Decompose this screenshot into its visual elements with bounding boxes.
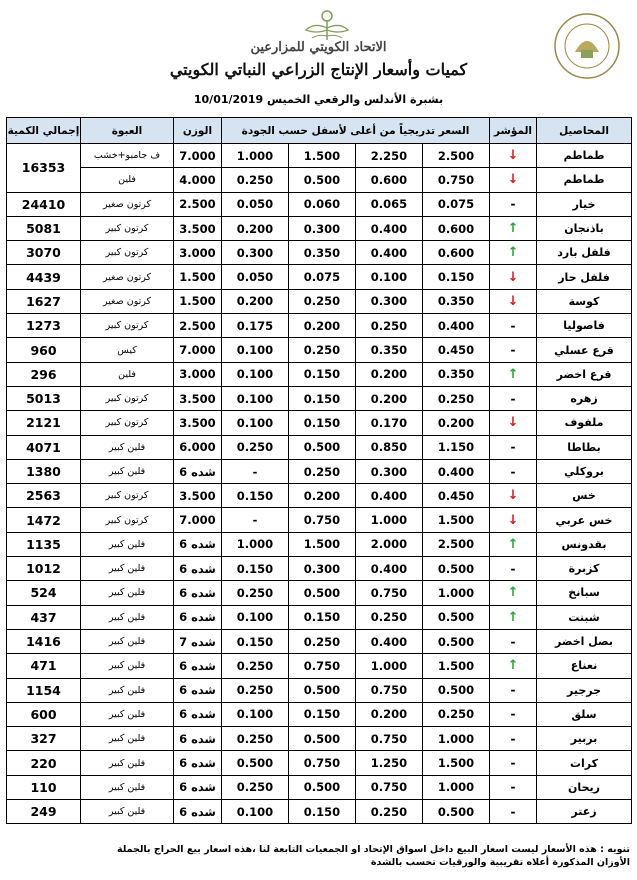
price-cell: 1.500 <box>423 751 490 775</box>
price-cell: 0.250 <box>222 727 289 751</box>
price-cell: 0.350 <box>423 289 490 313</box>
price-cell: 0.050 <box>222 265 289 289</box>
price-cell: 0.100 <box>356 265 423 289</box>
price-cell: 1.000 <box>356 508 423 532</box>
price-cell: 0.150 <box>222 557 289 581</box>
pack-cell: فلين كبير <box>81 435 174 459</box>
price-cell: 0.400 <box>356 484 423 508</box>
price-cell: 0.250 <box>222 654 289 678</box>
total-quantity-cell: 2563 <box>7 484 81 508</box>
price-cell: 0.500 <box>289 775 356 799</box>
table-row <box>7 192 632 216</box>
crop-name-cell: خس <box>537 484 632 508</box>
table-row <box>7 508 632 532</box>
weight-cell: 6 شده <box>174 459 222 483</box>
crop-name-cell: طماطم <box>537 168 632 192</box>
price-cell: 0.200 <box>222 289 289 313</box>
table-row <box>7 411 632 435</box>
crop-name-cell: زعتر <box>537 800 632 824</box>
pack-cell: فلين <box>81 362 174 386</box>
price-cell: 0.300 <box>356 289 423 313</box>
table-row <box>7 629 632 653</box>
table-row <box>7 216 632 240</box>
price-cell: 0.400 <box>356 629 423 653</box>
crop-name-cell: بروكلي <box>537 459 632 483</box>
price-cell: 0.200 <box>222 216 289 240</box>
total-quantity-cell: 1012 <box>7 557 81 581</box>
pack-cell: فلين كبير <box>81 702 174 726</box>
pack-cell: فلين كبير <box>81 775 174 799</box>
pack-cell: كرتون كبير <box>81 314 174 338</box>
pack-cell: كيس <box>81 338 174 362</box>
price-cell: 1.500 <box>423 508 490 532</box>
price-cell: 1.000 <box>423 775 490 799</box>
price-cell: 0.250 <box>356 314 423 338</box>
crop-name-cell: شبنت <box>537 605 632 629</box>
price-cell: 0.150 <box>289 386 356 410</box>
total-quantity-cell: 220 <box>7 751 81 775</box>
crop-name-cell: كزبرة <box>537 557 632 581</box>
pack-cell: فلين كبير <box>81 629 174 653</box>
price-cell: 0.200 <box>289 484 356 508</box>
dash-indicator: - <box>490 435 537 459</box>
page-header <box>0 0 637 118</box>
page-title: كميات وأسعار الإنتاج الزراعي النباتي الكويتي <box>169 60 468 79</box>
total-quantity-cell: 296 <box>7 362 81 386</box>
pack-cell: كرتون كبير <box>81 484 174 508</box>
total-quantity-cell: 437 <box>7 605 81 629</box>
arrow-down-icon: ↓ <box>490 411 537 435</box>
weight-cell: 7 شده <box>174 629 222 653</box>
total-quantity-cell: 1472 <box>7 508 81 532</box>
pack-cell: كرتون صغير <box>81 289 174 313</box>
price-cell: 0.500 <box>289 727 356 751</box>
total-quantity-cell: 5081 <box>7 216 81 240</box>
price-cell: 1.150 <box>423 435 490 459</box>
weight-cell: 3.500 <box>174 216 222 240</box>
price-cell: 0.200 <box>356 386 423 410</box>
total-quantity-cell: 960 <box>7 338 81 362</box>
pack-cell: فلين كبير <box>81 800 174 824</box>
table-row <box>7 386 632 410</box>
total-quantity-cell: 4071 <box>7 435 81 459</box>
price-cell: 0.100 <box>222 362 289 386</box>
weight-cell: 6 شده <box>174 800 222 824</box>
weight-cell: 7.000 <box>174 508 222 532</box>
price-cell: 0.500 <box>289 168 356 192</box>
crop-name-cell: سلق <box>537 702 632 726</box>
price-cell: 0.250 <box>222 678 289 702</box>
footnote <box>0 843 630 869</box>
price-cell: 0.500 <box>289 678 356 702</box>
price-cell: 0.450 <box>423 484 490 508</box>
table-row <box>7 459 632 483</box>
price-cell: 0.150 <box>222 629 289 653</box>
crop-name-cell: فلفل حار <box>537 265 632 289</box>
footnote-line-2: الأوزان المذكورة أعلاه تقريبية والورقيات تحسب بالشدة <box>370 857 630 868</box>
price-cell: 0.250 <box>423 386 490 410</box>
pack-cell: كرتون صغير <box>81 265 174 289</box>
total-quantity-cell: 1627 <box>7 289 81 313</box>
dash-indicator: - <box>490 338 537 362</box>
price-cell: 0.250 <box>289 459 356 483</box>
price-cell: 0.500 <box>423 800 490 824</box>
weight-cell: 3.000 <box>174 241 222 265</box>
price-cell: 0.500 <box>423 678 490 702</box>
price-cell: 0.250 <box>356 800 423 824</box>
weight-cell: 6 شده <box>174 654 222 678</box>
price-cell: 0.150 <box>289 362 356 386</box>
header-price: السعر تدريجياً من أعلى لأسفل حسب الجودة <box>222 118 490 144</box>
total-quantity-cell: 24410 <box>7 192 81 216</box>
price-cell: 0.150 <box>289 605 356 629</box>
price-cell: 0.150 <box>289 702 356 726</box>
pack-cell: فلين كبير <box>81 751 174 775</box>
price-cell: - <box>222 459 289 483</box>
table-row <box>7 362 632 386</box>
crop-name-cell: خس عربي <box>537 508 632 532</box>
crop-name-cell: كوسة <box>537 289 632 313</box>
crop-name-cell: زهره <box>537 386 632 410</box>
pack-cell: كرتون كبير <box>81 241 174 265</box>
price-cell: 0.500 <box>289 581 356 605</box>
dash-indicator: - <box>490 702 537 726</box>
price-cell: 0.170 <box>356 411 423 435</box>
price-cell: 0.750 <box>356 678 423 702</box>
pack-cell: كرتون كبير <box>81 508 174 532</box>
header-pack: العبوة <box>81 118 174 144</box>
total-quantity-cell: 2121 <box>7 411 81 435</box>
price-cell: 0.100 <box>222 338 289 362</box>
table-row <box>7 654 632 678</box>
weight-cell: 6 شده <box>174 775 222 799</box>
weight-cell: 4.000 <box>174 168 222 192</box>
table-body <box>7 144 632 824</box>
crop-name-cell: بربير <box>537 727 632 751</box>
pack-cell: فلين كبير <box>81 557 174 581</box>
price-cell: 0.200 <box>356 702 423 726</box>
total-quantity-cell: 327 <box>7 727 81 751</box>
table-row <box>7 605 632 629</box>
pack-cell: فلين <box>81 168 174 192</box>
price-cell: 0.500 <box>222 751 289 775</box>
dash-indicator: - <box>490 314 537 338</box>
total-quantity-cell: 1135 <box>7 532 81 556</box>
total-quantity-cell: 110 <box>7 775 81 799</box>
price-cell: 0.150 <box>222 484 289 508</box>
pack-cell: فلين كبير <box>81 678 174 702</box>
price-cell: 0.600 <box>356 168 423 192</box>
total-quantity-cell: 1273 <box>7 314 81 338</box>
dash-indicator: - <box>490 557 537 581</box>
price-cell: 0.250 <box>289 338 356 362</box>
arrow-up-icon: ↑ <box>490 654 537 678</box>
price-cell: 0.100 <box>222 702 289 726</box>
price-cell: 2.500 <box>423 532 490 556</box>
arrow-down-icon: ↓ <box>490 265 537 289</box>
price-cell: 1.000 <box>222 144 289 168</box>
table-row <box>7 532 632 556</box>
pack-cell: فلين كبير <box>81 654 174 678</box>
price-table <box>6 117 632 824</box>
header-crop: المحاصيل <box>537 118 632 144</box>
price-cell: 0.750 <box>356 727 423 751</box>
ornament-icon <box>300 6 354 42</box>
price-cell: 0.100 <box>222 411 289 435</box>
arrow-down-icon: ↓ <box>490 144 537 168</box>
price-cell: 0.300 <box>356 459 423 483</box>
price-cell: 0.075 <box>423 192 490 216</box>
weight-cell: 7.000 <box>174 338 222 362</box>
price-cell: 0.350 <box>356 338 423 362</box>
crop-name-cell: كرات <box>537 751 632 775</box>
arrow-up-icon: ↑ <box>490 532 537 556</box>
weight-cell: 2.500 <box>174 314 222 338</box>
pack-cell: ف جامبو+خشب <box>81 144 174 168</box>
table-row <box>7 581 632 605</box>
pack-cell: كرتون كبير <box>81 216 174 240</box>
price-cell: 1.500 <box>289 144 356 168</box>
crop-name-cell: بقدونس <box>537 532 632 556</box>
dash-indicator: - <box>490 192 537 216</box>
price-cell: 0.500 <box>423 557 490 581</box>
price-cell: 0.750 <box>356 581 423 605</box>
table-row <box>7 338 632 362</box>
price-cell: 0.300 <box>289 557 356 581</box>
table-row <box>7 702 632 726</box>
dash-indicator: - <box>490 459 537 483</box>
price-cell: 0.250 <box>222 581 289 605</box>
arrow-down-icon: ↓ <box>490 484 537 508</box>
price-cell: 0.750 <box>289 654 356 678</box>
total-quantity-cell: 600 <box>7 702 81 726</box>
crop-name-cell: بطاطا <box>537 435 632 459</box>
crop-name-cell: ملفوف <box>537 411 632 435</box>
table-row <box>7 751 632 775</box>
crop-name-cell: فلفل بارد <box>537 241 632 265</box>
price-cell: 0.100 <box>222 800 289 824</box>
arrow-up-icon: ↑ <box>490 362 537 386</box>
price-cell: 0.100 <box>222 605 289 629</box>
table-row <box>7 435 632 459</box>
total-quantity-cell: 3070 <box>7 241 81 265</box>
price-cell: 1.500 <box>423 654 490 678</box>
price-cell: 0.150 <box>423 265 490 289</box>
weight-cell: 6 شده <box>174 727 222 751</box>
weight-cell: 2.500 <box>174 192 222 216</box>
price-cell: 0.200 <box>289 314 356 338</box>
price-cell: 0.250 <box>222 168 289 192</box>
price-cell: 1.500 <box>289 532 356 556</box>
price-cell: 0.400 <box>423 314 490 338</box>
table-row <box>7 168 632 192</box>
weight-cell: 6 شده <box>174 702 222 726</box>
weight-cell: 1.500 <box>174 265 222 289</box>
price-cell: 0.350 <box>423 362 490 386</box>
table-row <box>7 678 632 702</box>
price-cell: 1.000 <box>222 532 289 556</box>
weight-cell: 7.000 <box>174 144 222 168</box>
arrow-up-icon: ↑ <box>490 216 537 240</box>
price-cell: 0.400 <box>356 241 423 265</box>
weight-cell: 1.500 <box>174 289 222 313</box>
price-cell: 0.200 <box>356 362 423 386</box>
crop-name-cell: قرع اخضر <box>537 362 632 386</box>
crop-name-cell: طماطم <box>537 144 632 168</box>
dash-indicator: - <box>490 386 537 410</box>
weight-cell: 6 شده <box>174 532 222 556</box>
price-cell: 0.150 <box>289 411 356 435</box>
total-quantity-cell: 1154 <box>7 678 81 702</box>
price-cell: 0.250 <box>222 435 289 459</box>
price-cell: 0.250 <box>423 702 490 726</box>
pack-cell: فلين كبير <box>81 605 174 629</box>
report-subtitle: بشبرة الأندلس والرقعي الخميس 10/01/2019 <box>193 93 444 106</box>
total-quantity-cell: 1416 <box>7 629 81 653</box>
price-cell: 0.500 <box>289 435 356 459</box>
table-row <box>7 484 632 508</box>
price-cell: 0.300 <box>222 241 289 265</box>
weight-cell: 6.000 <box>174 435 222 459</box>
total-quantity-cell: 4439 <box>7 265 81 289</box>
crop-name-cell: ريحان <box>537 775 632 799</box>
price-cell: 0.400 <box>423 459 490 483</box>
crop-name-cell: قرع عسلي <box>537 338 632 362</box>
total-quantity-cell: 1380 <box>7 459 81 483</box>
dash-indicator: - <box>490 727 537 751</box>
table-header-row <box>7 118 632 144</box>
arrow-up-icon: ↑ <box>490 241 537 265</box>
dash-indicator: - <box>490 629 537 653</box>
pack-cell: كرتون كبير <box>81 386 174 410</box>
price-cell: 0.500 <box>423 605 490 629</box>
pack-cell: فلين كبير <box>81 532 174 556</box>
total-quantity-cell: 5013 <box>7 386 81 410</box>
arrow-down-icon: ↓ <box>490 289 537 313</box>
weight-cell: 3.000 <box>174 362 222 386</box>
crop-name-cell: باذنجان <box>537 216 632 240</box>
price-cell: 0.250 <box>222 775 289 799</box>
arrow-down-icon: ↓ <box>490 168 537 192</box>
crop-name-cell: سبانخ <box>537 581 632 605</box>
price-cell: 2.500 <box>423 144 490 168</box>
weight-cell: 6 شده <box>174 751 222 775</box>
price-cell: 0.750 <box>356 775 423 799</box>
dash-indicator: - <box>490 775 537 799</box>
price-cell: 0.250 <box>356 605 423 629</box>
price-cell: 0.300 <box>289 216 356 240</box>
total-quantity-cell: 249 <box>7 800 81 824</box>
price-cell: 2.000 <box>356 532 423 556</box>
union-name: الاتحاد الكويتي للمزارعين <box>250 40 387 55</box>
dash-indicator: - <box>490 800 537 824</box>
price-cell: 0.250 <box>289 289 356 313</box>
pack-cell: فلين كبير <box>81 459 174 483</box>
weight-cell: 3.500 <box>174 484 222 508</box>
table-row <box>7 800 632 824</box>
price-cell: 0.075 <box>289 265 356 289</box>
arrow-up-icon: ↑ <box>490 605 537 629</box>
price-cell: 0.150 <box>289 800 356 824</box>
price-cell: 0.500 <box>423 629 490 653</box>
arrow-down-icon: ↓ <box>490 508 537 532</box>
arrow-up-icon: ↑ <box>490 581 537 605</box>
crop-name-cell: فاصوليا <box>537 314 632 338</box>
table-row <box>7 241 632 265</box>
crop-name-cell: بصل اخضر <box>537 629 632 653</box>
price-cell: 1.250 <box>356 751 423 775</box>
total-quantity-cell: 524 <box>7 581 81 605</box>
dash-indicator: - <box>490 751 537 775</box>
weight-cell: 6 شده <box>174 678 222 702</box>
price-cell: 0.750 <box>423 168 490 192</box>
crop-name-cell: جرجير <box>537 678 632 702</box>
price-cell: 0.400 <box>356 216 423 240</box>
weight-cell: 6 شده <box>174 557 222 581</box>
table-row <box>7 727 632 751</box>
price-cell: 0.850 <box>356 435 423 459</box>
price-cell: 0.450 <box>423 338 490 362</box>
pack-cell: فلين كبير <box>81 727 174 751</box>
price-cell: 1.000 <box>423 581 490 605</box>
footnote-line-1: تنويه : هذه الأسعار ليست اسعار البيع داخل اسواق الإتحاد او الجمعيات التابعة لنا ،هذه اسعار بيع الحراج بالجملة <box>117 844 630 855</box>
price-cell: 0.600 <box>423 241 490 265</box>
total-quantity-cell: 471 <box>7 654 81 678</box>
price-cell: 0.065 <box>356 192 423 216</box>
header-weight: الوزن <box>174 118 222 144</box>
pack-cell: كرتون صغير <box>81 192 174 216</box>
price-cell: 1.000 <box>423 727 490 751</box>
price-cell: 0.350 <box>289 241 356 265</box>
price-cell: - <box>222 508 289 532</box>
price-cell: 0.750 <box>289 751 356 775</box>
pack-cell: كرتون كبير <box>81 411 174 435</box>
header-total: إجمالي الكمية <box>7 118 81 144</box>
table-row <box>7 314 632 338</box>
table-row <box>7 265 632 289</box>
header-indicator: المؤشر <box>490 118 537 144</box>
price-cell: 0.600 <box>423 216 490 240</box>
table-row <box>7 289 632 313</box>
crop-name-cell: خيار <box>537 192 632 216</box>
weight-cell: 6 شده <box>174 581 222 605</box>
dash-indicator: - <box>490 678 537 702</box>
price-cell: 0.050 <box>222 192 289 216</box>
pack-cell: فلين كبير <box>81 581 174 605</box>
price-cell: 0.400 <box>356 557 423 581</box>
weight-cell: 3.500 <box>174 411 222 435</box>
weight-cell: 6 شده <box>174 605 222 629</box>
price-cell: 0.750 <box>289 508 356 532</box>
price-cell: 2.250 <box>356 144 423 168</box>
crop-name-cell: نعناع <box>537 654 632 678</box>
price-cell: 0.175 <box>222 314 289 338</box>
weight-cell: 3.500 <box>174 386 222 410</box>
table-row <box>7 775 632 799</box>
price-cell: 1.000 <box>356 654 423 678</box>
price-cell: 0.100 <box>222 386 289 410</box>
price-cell: 0.060 <box>289 192 356 216</box>
table-row <box>7 144 632 168</box>
price-cell: 0.200 <box>423 411 490 435</box>
table-row <box>7 557 632 581</box>
price-cell: 0.250 <box>289 629 356 653</box>
total-quantity-cell: 16353 <box>7 144 81 193</box>
